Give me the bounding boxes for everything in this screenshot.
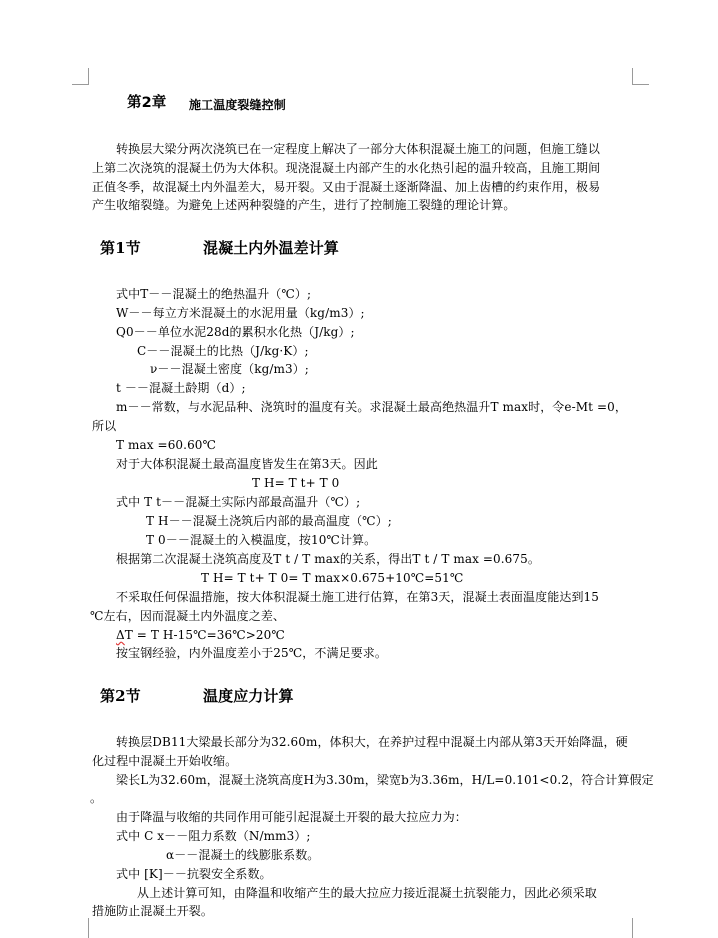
formula-line: T H= T t+ T 0= T max×0.675+10℃=51℃ xyxy=(201,571,464,585)
delta-symbol: Δ xyxy=(116,628,125,642)
body-line: 转换层DB11大梁最长部分为32.60m，体积大，在养护过程中混凝土内部从第3天开始降温，硬 xyxy=(116,735,628,749)
body-line: 不采取任何保温措施，按大体积混凝土施工进行估算，在第3天，混凝土表面温度能达到15 xyxy=(116,590,600,604)
body-line: 根据第二次混凝土浇筑高度及T t / T max的关系，得出T t / T max =0.675。 xyxy=(116,552,540,566)
corner-mark-top-left xyxy=(72,68,89,85)
section1-number: 第1节 xyxy=(100,239,141,257)
body-line: Q0－－单位水泥28d的累积水化热（J/kg）; xyxy=(116,325,355,339)
body-line: T max =60.60℃ xyxy=(116,438,217,452)
body-line: T 0－－混凝土的入模温度，按10℃计算。 xyxy=(146,533,377,547)
body-line: 由于降温与收缩的共同作用可能引起混凝土开裂的最大拉应力为： xyxy=(116,810,467,824)
section1-title: 混凝土内外温差计算 xyxy=(203,239,339,257)
body-line: 所以 xyxy=(92,419,117,433)
body-line: 式中T－－混凝土的绝热温升（℃）; xyxy=(116,287,312,301)
body-line: 式中 T t－－混凝土实际内部最高温升（℃）; xyxy=(116,495,361,509)
corner-mark-bottom-right xyxy=(632,918,649,938)
body-line: T H－－混凝土浇筑后内部的最高温度（℃）; xyxy=(146,514,392,528)
body-line: 梁长L为32.60m，混凝土浇筑高度H为3.30m，梁宽b为3.36m，H/L=0.101<0.2，符合计算假定 xyxy=(116,773,654,787)
body-line: α－－混凝土的线膨胀系数。 xyxy=(166,848,320,862)
intro-line: 正值冬季，故混凝土内外温差大，易开裂。又由于混凝土逐渐降温、加上齿槽的约束作用，极易 xyxy=(92,180,601,194)
formula-text: T = T H-15℃=36℃>20℃ xyxy=(124,628,285,642)
formula-line: T H= T t+ T 0 xyxy=(252,476,340,490)
body-line: 按宝钢经验，内外温度差小于25℃，不满足要求。 xyxy=(116,646,387,660)
body-line: 式中 [K]－－抗裂安全系数。 xyxy=(116,867,272,881)
body-line: t －－混凝土龄期（d）; xyxy=(116,381,246,395)
body-line: 措施防止混凝土开裂。 xyxy=(92,904,214,918)
corner-mark-top-right xyxy=(632,68,649,85)
intro-line: 产生收缩裂缝。为避免上述两种裂缝的产生，进行了控制施工裂缝的理论计算。 xyxy=(92,198,516,212)
body-line: ℃左右，因而混凝土内外温度之差、 xyxy=(90,609,286,623)
body-line: W－－每立方米混凝土的水泥用量（kg/m3）; xyxy=(116,306,365,320)
body-line: m－－常数，与水泥品种、浇筑时的温度有关。求混凝土最高绝热温升T max时，令e-Mt =0， xyxy=(116,400,627,414)
chapter-title: 施工温度裂缝控制 xyxy=(189,98,286,112)
intro-line: 转换层大梁分两次浇筑已在一定程度上解决了一部分大体积混凝土施工的问题，但施工缝以 xyxy=(116,142,601,156)
body-line: 化过程中混凝土开始收缩。 xyxy=(92,754,238,768)
corner-mark-bottom-left xyxy=(72,918,89,938)
body-line: C－－混凝土的比热（J/kg·K）; xyxy=(137,344,309,358)
body-line: 对于大体积混凝土最高温度皆发生在第3天。因此 xyxy=(116,457,378,471)
body-line: 式中 C x－－阻力系数（N/mm3）; xyxy=(116,829,311,843)
chapter-number: 第2章 xyxy=(127,95,167,111)
section2-title: 温度应力计算 xyxy=(203,687,294,705)
formula-line xyxy=(116,627,285,643)
body-line: ν－－混凝土密度（kg/m3）; xyxy=(150,362,309,376)
body-line: 。 xyxy=(90,791,103,805)
body-line: 从上述计算可知，由降温和收缩产生的最大拉应力接近混凝土抗裂能力，因此必须采取 xyxy=(137,886,597,900)
section2-number: 第2节 xyxy=(100,687,141,705)
intro-line: 上第二次浇筑的混凝土仍为大体积。现浇混凝土内部产生的水化热引起的温升较高，且施工期间 xyxy=(92,161,601,175)
